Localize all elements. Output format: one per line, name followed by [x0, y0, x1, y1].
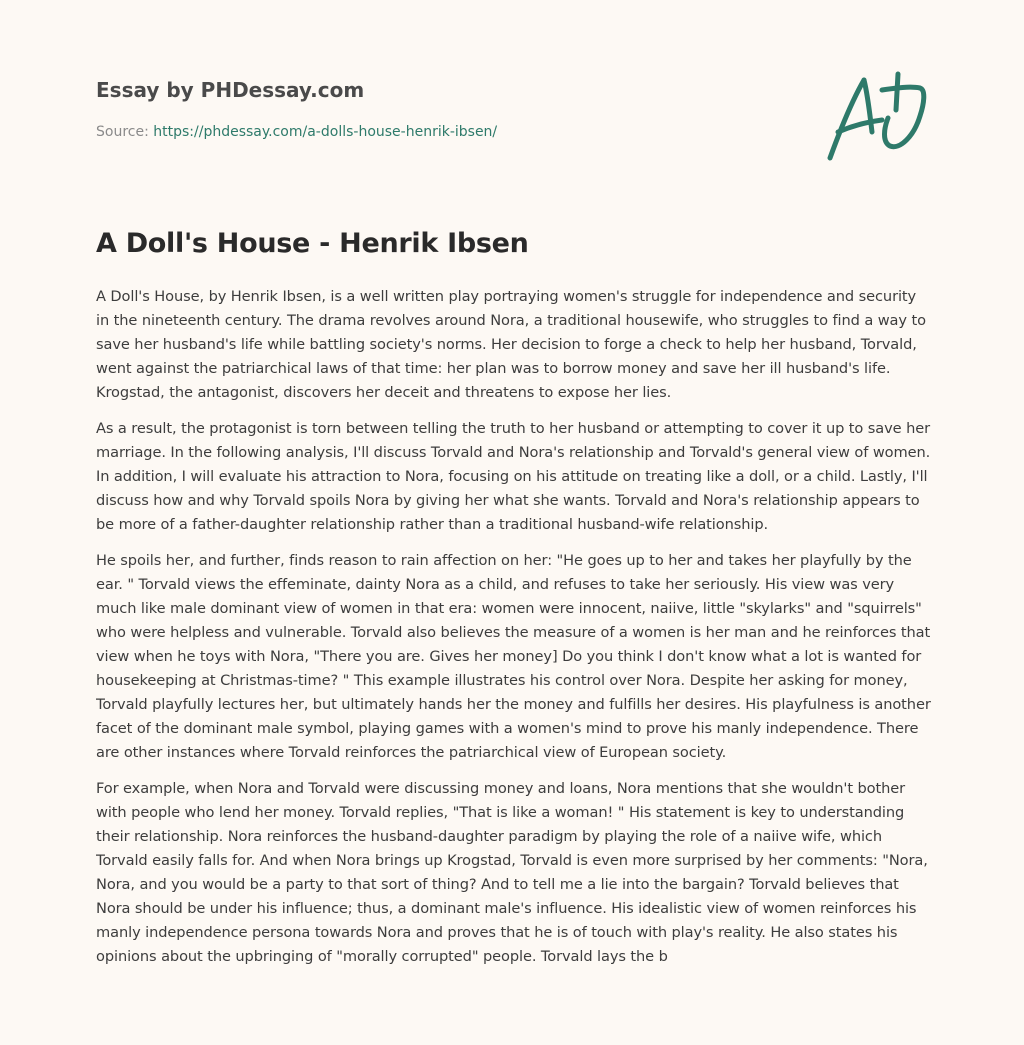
essay-body [96, 285, 932, 1045]
source-link[interactable]: https://phdessay.com/a-dolls-house-henrik-ibsen/ [153, 124, 498, 140]
essay-paragraph: He spoils her, and further, finds reason to rain affection on her: "He goes up to her and takes her playfully by the ear. " Torvald views the effeminate, dainty Nora as a child, and refuses to take her seriously. His view was very much like male dominant view of women in that era: women were innocent, naiive, little "skylarks" and "squirrels" who were helpless and vulnerable. Torvald also believes the measure of a women is her man and he reinforces that view when he toys with Nora, "There you are. Gives her money] Do you think I don't know what a lot is wanted for housekeeping at Christmas-time? " This example illustrates his control over Nora. Despite her asking for money, Torvald playfully lectures her, but ultimately hands her the money and fulfills her desires. His playfulness is another facet of the dominant male symbol, playing games with a women's mind to prove his manly independence. There are other instances where Torvald reinforces the patriarchical view of European society. [96, 552, 931, 761]
essay-paragraph: A Doll's House, by Henrik Ibsen, is a well written play portraying women's struggle for independence and security in the nineteenth century. The drama revolves around Nora, a traditional housewife, who struggles to find a way to save her husband's life while battling society's norms. Her decision to forge a check to help her husband, Torvald, went against the patriarchical laws of that time: her plan was to borrow money and save her ill husband's life. Krogstad, the antagonist, discovers her deceit and threatens to expose her lies. [96, 288, 926, 401]
source-line [96, 122, 796, 142]
essay-paragraph: For example, when Nora and Torvald were discussing money and loans, Nora mentions that she wouldn't bother with people who lend her money. Torvald replies, "That is like a woman! " His statement is key to understanding their relationship. Nora reinforces the husband-daughter paradigm by playing the role of a naiive wife, which Torvald easily falls for. And when Nora brings up Krogstad, Torvald is even more surprised by her comments: "Nora, Nora, and you would be a party to that sort of thing? And to tell me a lie into the bargain? Torvald believes that Nora should be under his influence; thus, a dominant male's influence. His idealistic view of women reinforces his manly independence persona towards Nora and proves that he is of touch with play's reality. He also states his opinions about the upbringing of "morally corrupted" people. Torvald lays the b [96, 780, 928, 965]
essay-title: A Doll's House - Henrik Ibsen [96, 228, 529, 259]
document-header [96, 76, 796, 142]
essay-paragraph: As a result, the protagonist is torn between telling the truth to her husband or attempting to cover it up to save her marriage. In the following analysis, I'll discuss Torvald and Nora's relationship and Torvald's general view of women. In addition, I will evaluate his attraction to Nora, focusing on his attitude on treating like a doll, or a child. Lastly, I'll discuss how and why Torvald spoils Nora by giving her what she wants. Torvald and Nora's relationship appears to be more of a father-daughter relationship rather than a traditional husband-wife relationship. [96, 420, 931, 533]
site-title: Essay by PHDessay.com [96, 78, 365, 102]
a-plus-grade-icon [820, 66, 930, 166]
source-label: Source: [96, 124, 154, 140]
